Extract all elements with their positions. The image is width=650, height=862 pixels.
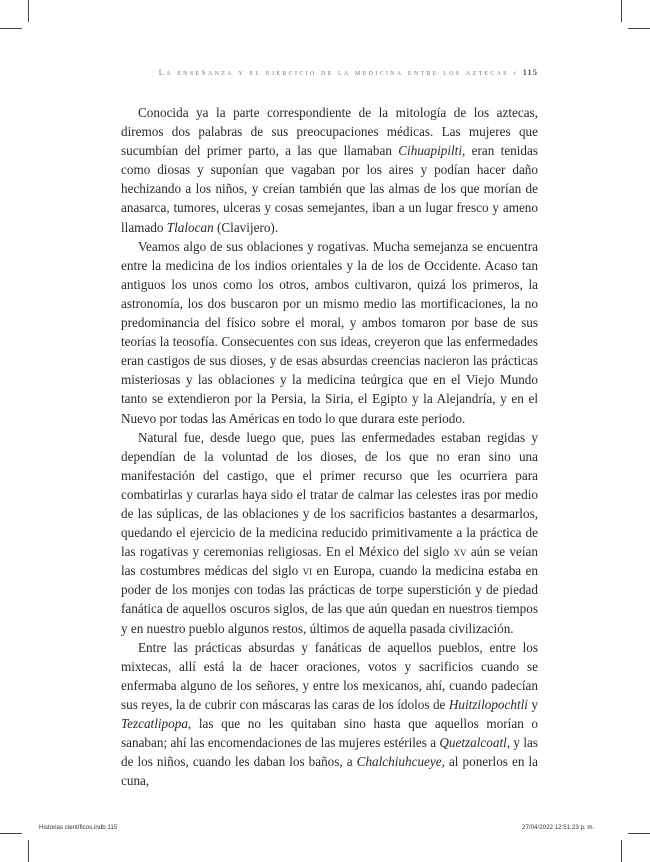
text-run: Conocida ya la parte correspondiente de la mitología de los aztecas, diremos dos palabras de sus preocupaciones médicas. Las mujeres que sucumbían del primer parto, a las que llamaban	[121, 105, 538, 159]
text-run: Tezcatlipopa	[121, 716, 188, 731]
text-run: vi	[302, 563, 313, 579]
paragraph	[121, 103, 538, 237]
text-run: Chalchiuhcueye	[356, 754, 442, 770]
text-run: Huitzilopochtli	[448, 696, 528, 712]
paragraph	[121, 428, 538, 638]
text-run: xv	[453, 544, 467, 560]
running-header	[159, 67, 538, 77]
text-run: Tlalocan	[166, 219, 214, 235]
text-run: Cihuapipilti	[398, 143, 463, 159]
body-text	[121, 103, 538, 790]
crop-mark	[621, 840, 622, 862]
text-run: , al ponerlos en la cuna,	[121, 754, 538, 789]
header-separator: ‹	[513, 67, 519, 77]
paragraph	[121, 638, 538, 791]
crop-mark	[0, 28, 22, 29]
crop-mark	[621, 0, 622, 22]
text-run: aún se veían las costumbres médicas del siglo	[121, 544, 538, 579]
text-run: (Clavijero).	[213, 219, 279, 235]
text-run: y	[527, 696, 539, 712]
text-run: en Europa, cuando la medicina estaba en poder de los monjes con todas las prácticas de torpe superstición y de piedad fanática de aquellos oscuros siglos, de las que aún quedan en nuestros tiempos y en nuestro pueblo algunos restos, últimos de aquella pasada civilización.	[121, 563, 538, 636]
crop-mark	[628, 28, 650, 29]
crop-mark	[0, 833, 22, 834]
text-run: , y las de los niños, cuando les daban los baños, a	[121, 735, 538, 770]
crop-mark	[628, 833, 650, 834]
crop-mark	[28, 840, 29, 862]
footer-file: Historias científicos.indb 115	[39, 824, 118, 831]
paragraph	[121, 237, 538, 428]
text-run: , eran tenidas como diosas y suponían que vagaban por los aires y podían hacer daño hechizando a los niños, y creían también que las almas de los que morían de anasarca, tumores, ulceras y cosas semejantes, iban a un lugar fresco y ameno llamado	[121, 143, 539, 235]
crop-mark	[28, 0, 29, 22]
text-run: Veamos algo de sus oblaciones y rogativas. Mucha semejanza se encuentra entre la medicina de los indios orientales y la de los de Occidente. Acaso tan antiguos los unos como los otros, ambos cultivaron, quizá los primeros, la astronomía, los dos buscaron por un mismo medio las mortificaciones, la no predominancia del físico sobre el moral, y ambos tomaron por base de sus teorías la teosofía. Consecuentes con sus ideas, creyeron que las enfermedades eran castigos de sus dioses, y de esas absurdas creencias nacieron las prácticas misteriosas y las oblaciones y la medicina teúrgica que en el Viejo Mundo tanto se extendieron por la Persia, la Siria, el Egipto y la Alejandría, y en el Nuevo por todas las Américas en todo lo que durara este periodo.	[121, 238, 538, 426]
text-run: Natural fue, desde luego que, pues las enfermedades estaban regidas y dependían de la voluntad de los dioses, de los que no eran sino una manifestación del castigo, que el primer recurso que les ocurriera para combatirlas y curarlas haya sido el tratar de calmar las celestes iras por medio de las súplicas, de las oblaciones y de los sacrificios bastantes a desarmarlos, quedando el ejercicio de la medicina reducido primitivamente a la práctica de las rogativas y ceremonias religiosas. En el México del siglo	[121, 429, 538, 560]
text-run: , las que no les quitaban sino hasta que aquellos morían o sanaban; ahí las encomendaciones de las mujeres estériles a	[121, 716, 538, 751]
page-number: 115	[522, 67, 538, 77]
running-title: La enseñanza y el ejercicio de la medicina entre los aztecas	[158, 67, 509, 77]
text-run: Entre las prácticas absurdas y fanáticas de aquellos pueblos, entre los mixtecas, allí está la de hacer oraciones, votos y sacrificios cuando se enfermaba alguno de los señores, y entre los mexicanos, ahí, cuando padecían sus reyes, la de cubrir con máscaras las caras de los ídolos de	[121, 639, 538, 712]
text-run: Quetzalcoatl	[439, 735, 507, 751]
footer-timestamp: 27/04/2022 12:51:23 p. m.	[522, 824, 595, 831]
